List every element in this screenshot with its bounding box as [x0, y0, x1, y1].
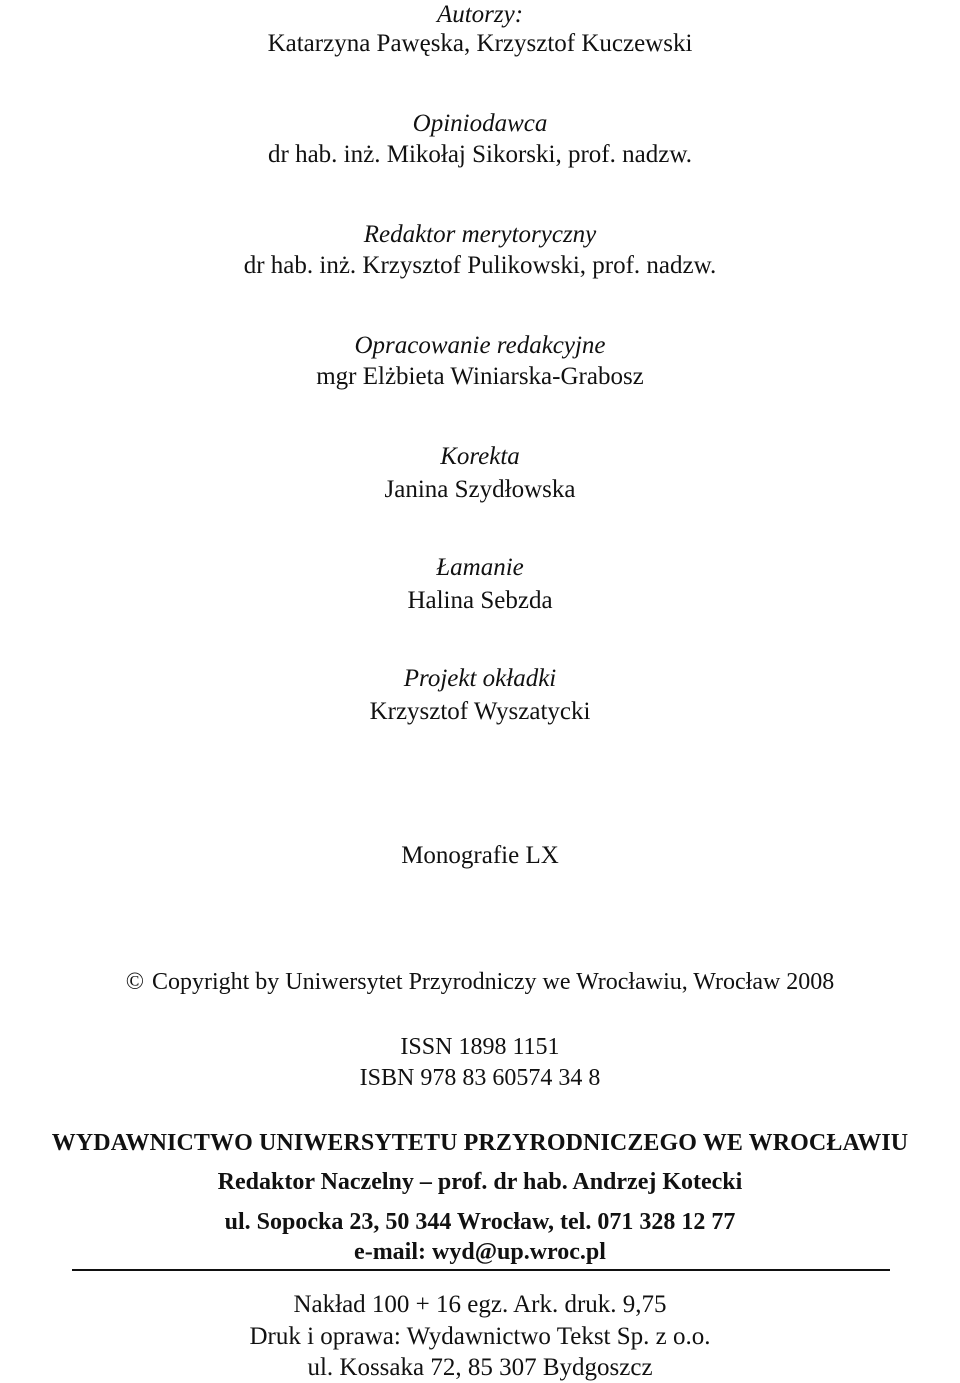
copyright-icon: ©: [125, 969, 144, 995]
cover-name: Krzysztof Wyszatycki: [369, 698, 591, 725]
publisher-address: ul. Sopocka 23, 50 344 Wrocław, tel. 071 328 12 77: [224, 1209, 736, 1235]
reviewer-name: dr hab. inż. Mikołaj Sikorski, prof. nadzw.: [268, 141, 692, 168]
publisher-email: e-mail: wyd@up.wroc.pl: [354, 1239, 606, 1265]
layout-role: Łamanie: [436, 554, 524, 581]
edit-name: mgr Elżbieta Winiarska-Grabosz: [316, 363, 644, 390]
print-run: Nakład 100 + 16 egz. Ark. druk. 9,75: [293, 1291, 667, 1318]
proof-name: Janina Szydłowska: [384, 476, 576, 503]
authors-names: Katarzyna Pawęska, Krzysztof Kuczewski: [267, 30, 693, 57]
isbn: ISBN 978 83 60574 34 8: [359, 1065, 601, 1091]
copyright-text: Copyright by Uniwersytet Przyrodniczy we Wrocławiu, Wrocław 2008: [151, 969, 835, 995]
series-title: Monografie LX: [401, 842, 559, 869]
editor-role: Redaktor merytoryczny: [363, 221, 597, 248]
editor-name: dr hab. inż. Krzysztof Pulikowski, prof. nadzw.: [243, 252, 717, 279]
proof-role: Korekta: [440, 443, 520, 470]
layout-name: Halina Sebzda: [407, 587, 553, 614]
authors-role: Autorzy:: [436, 1, 524, 28]
cover-role: Projekt okładki: [403, 665, 557, 692]
copyright-line: [0, 970, 960, 994]
issn: ISSN 1898 1151: [400, 1034, 560, 1060]
separator-rule: [72, 1269, 890, 1271]
publisher-name: WYDAWNICTWO UNIWERSYTETU PRZYRODNICZEGO WE WROCŁAWIU: [51, 1130, 909, 1156]
reviewer-role: Opiniodawca: [412, 110, 548, 137]
printer: Druk i oprawa: Wydawnictwo Tekst Sp. z o.o.: [249, 1323, 711, 1350]
chief-editor: Redaktor Naczelny – prof. dr hab. Andrzej Kotecki: [217, 1169, 743, 1195]
edit-role: Opracowanie redakcyjne: [354, 332, 606, 359]
printer-address: ul. Kossaka 72, 85 307 Bydgoszcz: [307, 1354, 653, 1381]
